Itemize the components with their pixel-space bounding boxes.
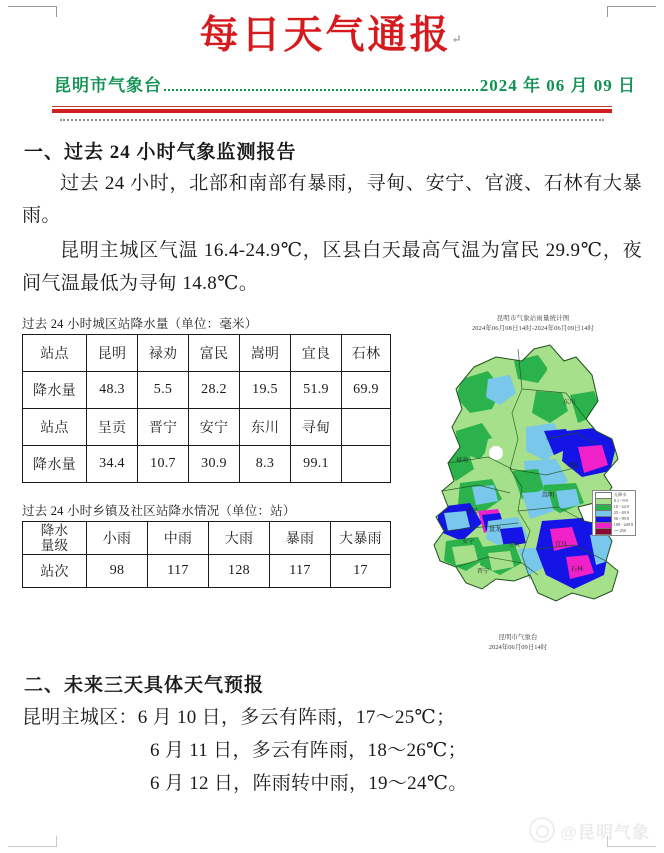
- crop-mark-top-left: [8, 6, 57, 17]
- district-label-panlong: 盘龙: [488, 525, 501, 533]
- section-2-heading: 二、未来三天具体天气预报: [24, 675, 265, 697]
- row-label: 降水量: [23, 446, 87, 483]
- legend-label: 25 - 49.9: [613, 510, 629, 516]
- section-1-paragraph-2: 昆明主城区气温 16.4-24.9℃，区县白天最高气温为富民 29.9℃，夜间气温最低为寻甸 14.8℃。: [22, 239, 642, 294]
- cell: 30.9: [189, 446, 240, 483]
- cell: 大雨: [209, 522, 270, 555]
- cell: 17: [331, 555, 391, 588]
- map-title-line-2: 2024年06月08日14时-2024年06月09日14时: [471, 325, 595, 333]
- forecast-line-day-1: 昆明主城区：6 月 10 日，多云有阵雨，17～25℃；: [22, 707, 456, 729]
- cell: 117: [270, 555, 331, 588]
- table-2-caption: 过去 24 小时乡镇及社区站降水情况（单位：站）: [22, 504, 296, 519]
- dot-leader: [164, 88, 478, 91]
- grade-header-cell: [23, 522, 87, 555]
- table-2-wrapper: [22, 501, 392, 588]
- forecast-line-day-3: 6 月 12 日，阵雨转中雨，19～24℃。: [150, 773, 468, 795]
- page-title-text: 每日天气通报: [199, 14, 452, 57]
- cell: 19.5: [240, 372, 291, 409]
- section-1-paragraph-1: 过去 24 小时，北部和南部有暴雨，寻甸、安宁、官渡、石林有大暴雨。: [22, 172, 642, 227]
- district-label-songming: 嵩明: [541, 491, 554, 499]
- map-title-line-1: 昆明市气象站雨量统计图: [496, 315, 570, 323]
- weibo-logo-icon: [529, 817, 555, 843]
- cell: 安宁: [189, 409, 240, 446]
- legend-label: 100 - 249.9: [613, 522, 633, 528]
- district-label-yiliang: 宜良: [554, 540, 567, 548]
- table-row: [23, 335, 391, 372]
- table-1-caption: 过去 24 小时城区站降水量（单位：毫米）: [22, 317, 258, 332]
- district-label-jinning: 晋宁: [476, 567, 489, 575]
- cell: 昆明: [87, 335, 138, 372]
- district-label-dongchuan: 东川: [562, 398, 575, 406]
- district-label-fumin: 富民: [465, 507, 478, 515]
- cell: 10.7: [138, 446, 189, 483]
- cell: 117: [148, 555, 209, 588]
- weibo-handle: @昆明气象: [560, 822, 650, 842]
- city-station-precipitation-table: [22, 334, 391, 483]
- cell: 寻甸: [291, 409, 342, 446]
- section-2: [0, 670, 664, 800]
- cell: 98: [87, 555, 148, 588]
- cell: 中雨: [148, 522, 209, 555]
- forecast-line-day-2: 6 月 11 日，多云有阵雨，18～26℃；: [150, 740, 467, 762]
- pilcrow-mark: ↵: [451, 31, 465, 46]
- cell-empty: [342, 409, 391, 446]
- cell: 28.2: [189, 372, 240, 409]
- cell-empty: [342, 446, 391, 483]
- cell: 暴雨: [270, 522, 331, 555]
- section-1-heading: 一、过去 24 小时气象监测报告: [24, 141, 297, 163]
- divider-line-thick: [52, 109, 612, 113]
- map-footer-line-2: 2024年06月09日14时: [488, 643, 548, 651]
- map-legend: [592, 490, 636, 536]
- data-and-map-row: [0, 314, 664, 654]
- map-footer: [408, 633, 628, 653]
- cell: 宜良: [291, 335, 342, 372]
- table-row: [23, 555, 391, 588]
- row-label: 站次: [23, 555, 87, 588]
- cell: 东川: [240, 409, 291, 446]
- legend-label: 0.1 - 9.9: [613, 498, 628, 504]
- cell: 石林: [342, 335, 391, 372]
- grade-header-line-1: 降水: [40, 523, 69, 539]
- cell: 禄劝: [138, 335, 189, 372]
- cell: 69.9: [342, 372, 391, 409]
- cell: 晋宁: [138, 409, 189, 446]
- district-label-anning: 安宁: [461, 537, 474, 545]
- row-label: 降水量: [23, 372, 87, 409]
- grade-header-line-2: 量级: [40, 538, 69, 554]
- crop-mark-top-right: [607, 6, 656, 17]
- cell: 8.3: [240, 446, 291, 483]
- table-row: [23, 522, 391, 555]
- kunming-choropleth-svg: [426, 335, 641, 625]
- legend-label: 50 - 99.9: [613, 516, 629, 522]
- table-row: [23, 409, 391, 446]
- header-divider: [52, 106, 612, 113]
- cell: 嵩明: [240, 335, 291, 372]
- map-title: [408, 314, 658, 334]
- district-label-xundian: 寻甸: [565, 461, 578, 469]
- issuer-row: [54, 71, 636, 96]
- legend-label: >= 250: [613, 528, 626, 534]
- legend-label: 无降水: [613, 492, 627, 498]
- cell: 34.4: [87, 446, 138, 483]
- district-label-shilin: 石林: [570, 565, 583, 573]
- cell: 大暴雨: [331, 522, 391, 555]
- map-footer-line-1: 昆明市气象台: [498, 633, 538, 641]
- cell: 99.1: [291, 446, 342, 483]
- row-label: 站点: [23, 409, 87, 446]
- issuer-name: 昆明市气象台: [54, 75, 162, 95]
- table-row: [23, 372, 391, 409]
- crop-mark-bottom-left: [8, 836, 57, 847]
- district-label-luquan: 禄劝: [455, 456, 468, 464]
- township-precipitation-grade-table: [22, 521, 391, 588]
- row-label: 站点: [23, 335, 87, 372]
- cell: 51.9: [291, 372, 342, 409]
- cell: 48.3: [87, 372, 138, 409]
- cell: 小雨: [87, 522, 148, 555]
- table-row: [23, 446, 391, 483]
- legend-label: 10 - 24.9: [613, 504, 629, 510]
- issue-date: 2024 年 06 月 09 日: [479, 75, 636, 95]
- cell: 呈贡: [87, 409, 138, 446]
- divider-dotted: [60, 118, 604, 121]
- map-fill-layer: [426, 335, 641, 625]
- cell: 富民: [189, 335, 240, 372]
- legend-swatch: [595, 528, 612, 535]
- cell: 128: [209, 555, 270, 588]
- weibo-watermark: [529, 817, 650, 843]
- legend-item: [595, 528, 633, 534]
- cell: 5.5: [138, 372, 189, 409]
- district-label-chenggong: 呈贡: [507, 540, 520, 548]
- precipitation-map: [408, 314, 658, 654]
- tables-column: [22, 314, 392, 588]
- page-title: [0, 0, 664, 63]
